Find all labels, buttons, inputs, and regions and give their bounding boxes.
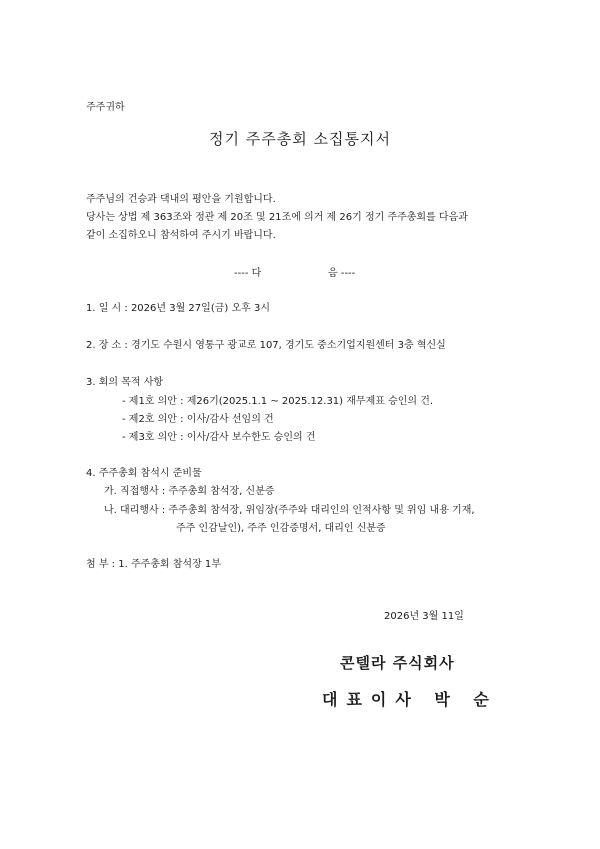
separator-right: 음 ---- [328,268,356,279]
agenda-title: 3. 회의 목적 사항 [86,377,164,388]
document-title: 정기 주주총회 소집통지서 [209,130,391,148]
preparation-proxy-continued: 주주 인감날인), 주주 인감증명서, 대리인 신분증 [176,523,386,534]
intro-line-3: 같이 소집하오니 참석하여 주시기 바랍니다. [86,230,276,241]
notice-date: 2026년 3월 11일 [384,611,464,622]
agenda-item-1: - 제1호 의안 : 제26기(2025.1.1 ~ 2025.12.31) 재무제표 승인의 건. [122,396,434,407]
attachment: 첨 부 : 1. 주주총회 참석장 1부 [86,559,221,570]
agenda-item-2: - 제2호 의안 : 이사/감사 선임의 건 [122,414,274,425]
meeting-place: 2. 장 소 : 경기도 수원시 영통구 광교로 107, 경기도 중소기업지원센터 3층 혁신실 [86,340,446,351]
addressee: 주주귀하 [86,102,125,113]
preparation-proxy: 나. 대리행사 : 주주총회 참석장, 위임장(주주와 대리인의 인적사항 및 위임 내용 기재, [104,505,475,516]
meeting-datetime: 1. 일 시 : 2026년 3월 27일(금) 오후 3시 [86,303,270,314]
agenda-item-3: - 제3호 의안 : 이사/감사 보수한도 승인의 건 [122,432,316,443]
intro-line-1: 주주님의 건승과 댁내의 평안을 기원합니다. [86,194,276,205]
preparation-title: 4. 주주총회 참석시 준비물 [86,468,202,479]
ceo-signature-line: 대표이사 박 순 [322,690,498,709]
separator-left: ---- 다 [234,268,262,279]
intro-line-2: 당사는 상법 제 363조와 정관 제 20조 및 21조에 의거 제 26기 정기 주주총회를 다음과 [86,212,468,223]
preparation-direct: 가. 직접행사 : 주주총회 참석장, 신분증 [104,486,275,497]
company-name: 콘텔라 주식회사 [340,654,455,672]
